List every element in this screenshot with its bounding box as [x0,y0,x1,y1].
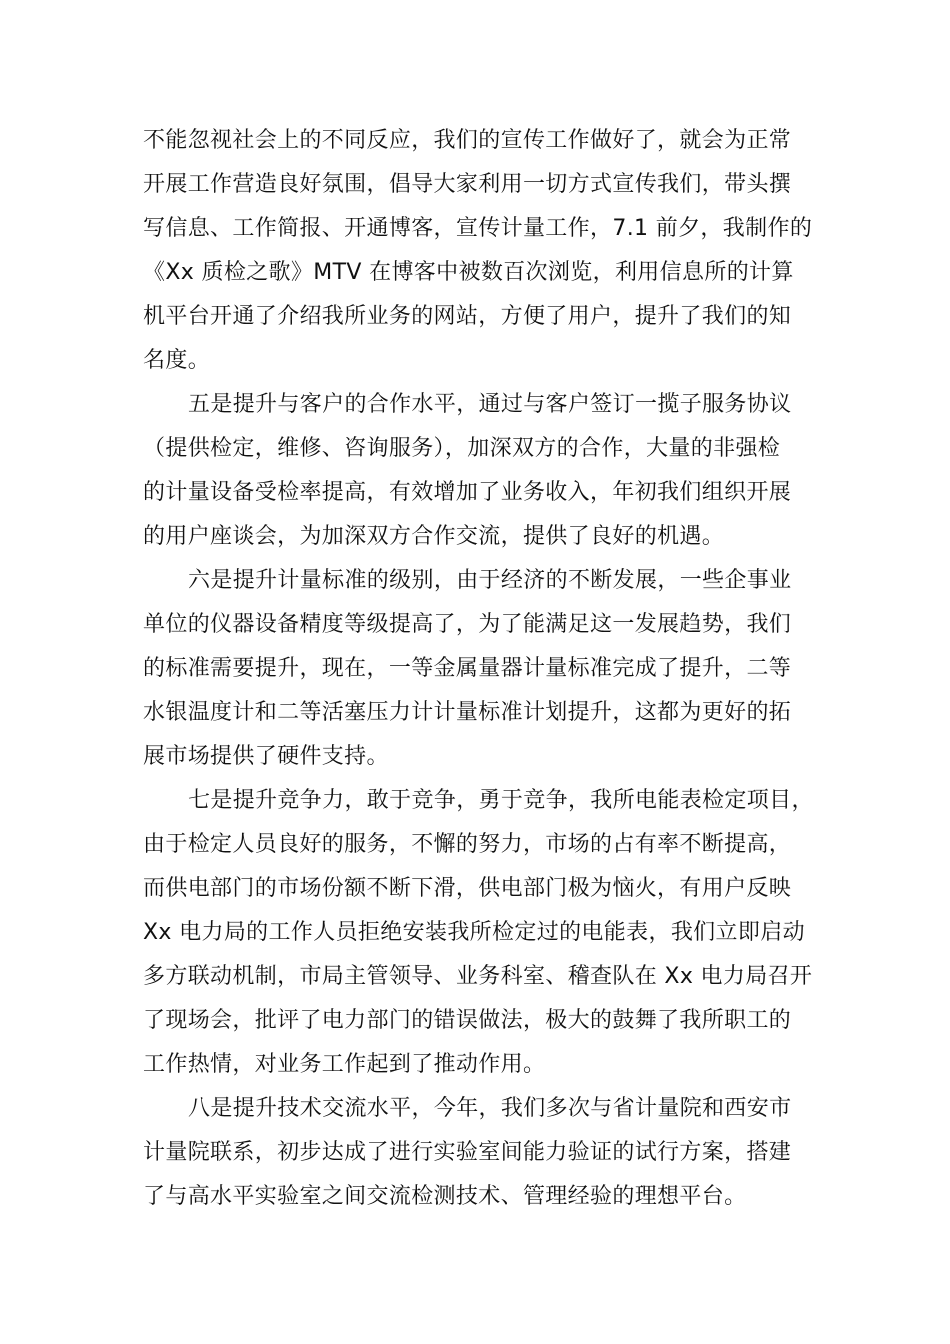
text-line: 五是提升与客户的合作水平，通过与客户签订一揽子服务协议 [188,392,792,417]
paragraph-3 [143,559,843,779]
text-line: 展市场提供了硬件支持。 [143,744,389,769]
document-body [143,119,843,1219]
text-line: 单位的仪器设备精度等级提高了，为了能满足这一发展趋势，我们 [143,612,792,637]
paragraph-2 [143,383,843,559]
text-line: 由于检定人员良好的服务，不懈的努力，市场的占有率不断提高， [143,832,792,857]
text-line: 计量院联系，初步达成了进行实验室间能力验证的试行方案，搭建 [143,1140,792,1165]
text-line: 工作热情，对业务工作起到了推动作用。 [143,1052,546,1077]
text-line: 水银温度计和二等活塞压力计计量标准计划提升，这都为更好的拓 [143,700,792,725]
paragraph-1 [143,119,843,383]
text-line: 了与高水平实验室之间交流检测技术、管理经验的理想平台。 [143,1184,747,1209]
text-line: 八是提升技术交流水平，今年，我们多次与省计量院和西安市 [188,1096,792,1121]
text-line: 了现场会，批评了电力部门的错误做法，极大的鼓舞了我所职工的 [143,1008,792,1033]
text-line: （提供检定，维修、咨询服务），加深双方的合作，大量的非强检 [143,436,781,461]
text-line: 的标准需要提升，现在，一等金属量器计量标准完成了提升，二等 [143,656,792,681]
text-line: 机平台开通了介绍我所业务的网站，方便了用户，提升了我们的知 [143,304,792,329]
text-line: 开展工作营造良好氛围，倡导大家利用一切方式宣传我们，带头撰 [143,172,792,197]
text-line: 不能忽视社会上的不同反应，我们的宣传工作做好了，就会为正常 [143,128,792,153]
text-line: 《Xx 质检之歌》MTV 在博客中被数百次浏览，利用信息所的计算 [143,260,794,285]
paragraph-5 [143,1087,843,1219]
paragraph-4 [143,779,843,1087]
text-line: 的计量设备受检率提高，有效增加了业务收入，年初我们组织开展 [143,480,792,505]
text-line: 七是提升竞争力，敢于竞争，勇于竞争，我所电能表检定项目， [188,788,814,813]
text-line: 多方联动机制，市局主管领导、业务科室、稽查队在 Xx 电力局召开 [143,964,813,989]
text-line: 名度。 [143,348,211,373]
text-line: 写信息、工作简报、开通博客，宣传计量工作，7.1 前夕，我制作的 [143,216,813,241]
text-line: 的用户座谈会，为加深双方合作交流，提供了良好的机遇。 [143,524,725,549]
text-line: 而供电部门的市场份额不断下滑，供电部门极为恼火，有用户反映 [143,876,792,901]
text-line: Xx 电力局的工作人员拒绝安装我所检定过的电能表，我们立即启动 [143,920,805,945]
text-line: 六是提升计量标准的级别，由于经济的不断发展，一些企事业 [188,568,792,593]
